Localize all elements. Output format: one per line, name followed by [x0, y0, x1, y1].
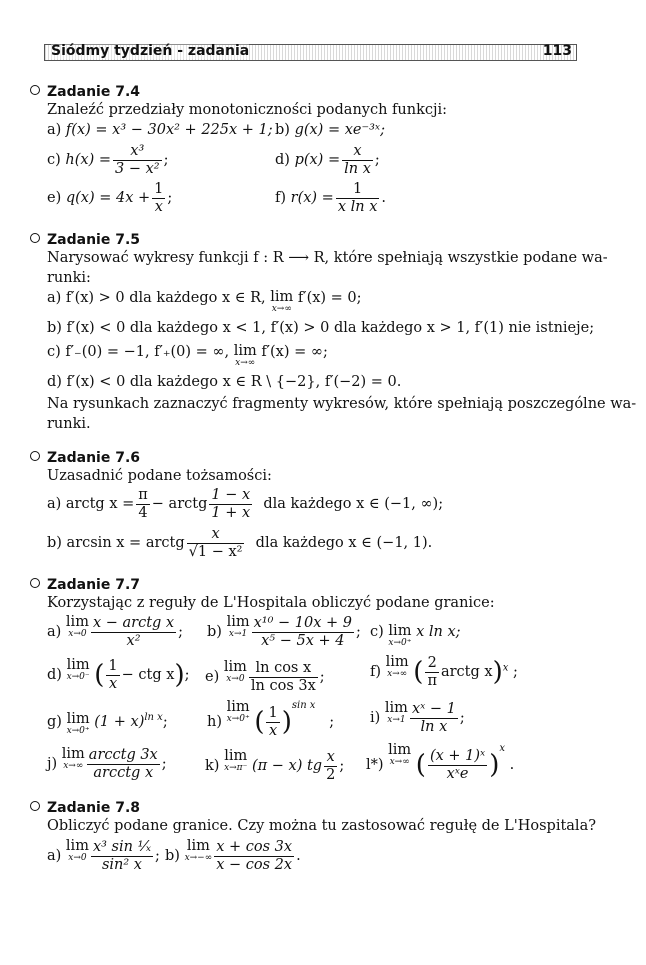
z75-intro-line1: Narysować wykresy funkcji f : R ⟶ R, które spełniają wszystkie podane wa- [47, 250, 608, 266]
z76-intro: Uzasadnić podane tożsamości: [47, 468, 272, 484]
z77-item-d: d) lim x→0⁻ ( $\frac{1}{x}$ − ctg x); [47, 657, 190, 692]
z74-item-f: f) r(x) = $\frac{1}{\text{x ln x}}$ . [275, 181, 386, 215]
z75-item-d: d) f′(x) < 0 dla każdego x ∈ R \ {−2}, f′(−2) = 0. [47, 374, 402, 390]
header-title: Siódmy tydzień - zadania [51, 43, 250, 59]
z77-item-i: i) lim x→1 $\frac{\text{xˣ − 1}}{\text{ln x}}$ ; [370, 700, 465, 735]
z74-item-a: a) f(x) = x³ − 30x² + 225x + 1; [47, 122, 273, 138]
z77-item-j: j) lim x→∞ arcctg 3x arcctg x ; [47, 746, 167, 781]
z74-item-e: e) q(x) = 4x + $\frac{1}{x}$ ; [47, 181, 173, 215]
z77-item-c: c) lim x→0⁺ x ln x; [370, 623, 461, 648]
z77-item-g: g) lim x→0⁺ $(1 + x)^{ln x}$; [47, 711, 168, 736]
section-7-5-title: Zadanie 7.5 [30, 232, 140, 248]
z78-item-b: b) lim x→−∞ $\frac{x + \cos 3x}{x - \cos 2x}$ . [165, 838, 301, 873]
z74-intro: Znaleźć przedziały monotoniczności podanych funkcji: [47, 102, 448, 118]
z75-item-b: b) f′(x) < 0 dla każdego x < 1, f′(x) > 0 dla każdego x > 1, f′(1) nie istnieje; [47, 320, 595, 336]
z75-outro-line2: runki. [47, 416, 91, 432]
z74-item-d: d) p(x) = $\frac{x}{\text{ln x}}$ ; [275, 143, 380, 177]
z77-item-k: k) lim x→π⁻ (π − x) tg $\frac{x}{2}$ ; [205, 748, 345, 783]
z74-item-c: c) h(x) = $\frac{\text{x³}}{\text{3 − x²}}$ ; [47, 143, 169, 177]
page-header [44, 44, 577, 61]
bullet-circle-icon [30, 233, 40, 243]
z77-intro: Korzystając z reguły de L'Hospitala obliczyć podane granice: [47, 595, 495, 611]
z76-item-a: a) arctg x = $\frac{\pi}{4}$ − arctg $\frac{1 - x}{1 + x}$ dla każdego x ∈ (−1, ∞); [47, 487, 444, 521]
z76-item-b: b) arcsin x = arctg $\frac{x}{\text{√1 − x²}}$ dla każdego x ∈ (−1, 1). [47, 526, 433, 560]
bullet-circle-icon [30, 578, 40, 588]
z77-item-a: a) lim x→0 x − arctg x x² ; [47, 614, 183, 649]
z75-intro-line2: runki: [47, 270, 91, 286]
z74-item-b: b) g(x) = xe⁻³ˣ; [275, 122, 385, 138]
z75-item-c: c) f′₋(0) = −1, f′₊(0) = ∞, lim x→∞ f′(x) = ∞; [47, 343, 328, 368]
z77-item-b: b) lim x→1 $\frac{\text{x¹⁰ − 10x + 9}}{\text{x⁵ − 5x + 4}}$ ; [207, 614, 361, 649]
section-7-8-title: Zadanie 7.8 [30, 800, 140, 816]
z77-item-l: l*) lim x→∞ ( (x + 1)ˣ xˣe )$^x$ . [366, 742, 515, 782]
bullet-circle-icon [30, 85, 40, 95]
bullet-circle-icon [30, 451, 40, 461]
page-number: 113 [542, 43, 572, 59]
section-7-7-title: Zadanie 7.7 [30, 577, 140, 593]
z77-item-f: f) lim x→∞ ( $\frac{2}{\pi}$ arctg x)$^x$ ; [370, 654, 518, 689]
z75-outro-line1: Na rysunkach zaznaczyć fragmenty wykresów, które spełniają poszczególne wa- [47, 396, 637, 412]
z77-item-h: h) lim x→0⁺ ( $\frac{1}{x}$ )$^{sin x}$ ; [207, 699, 335, 739]
section-7-4-title: Zadanie 7.4 [30, 84, 140, 100]
z78-intro: Obliczyć podane granice. Czy można tu zastosować regułę de L'Hospitala? [47, 818, 596, 834]
z77-item-e: e) lim x→0 $\frac{\text{ln cos x}}{\text{ln cos 3x}}$ ; [205, 659, 325, 694]
section-7-6-title: Zadanie 7.6 [30, 450, 140, 466]
z75-item-a: a) f′(x) > 0 dla każdego x ∈ R, lim x→∞ f′(x) = 0; [47, 289, 362, 314]
z78-item-a: a) lim x→0 $\frac{\text{x³ sin ¹⁄ₓ}}{\text{sin² x}}$ ; [47, 838, 160, 873]
bullet-circle-icon [30, 801, 40, 811]
